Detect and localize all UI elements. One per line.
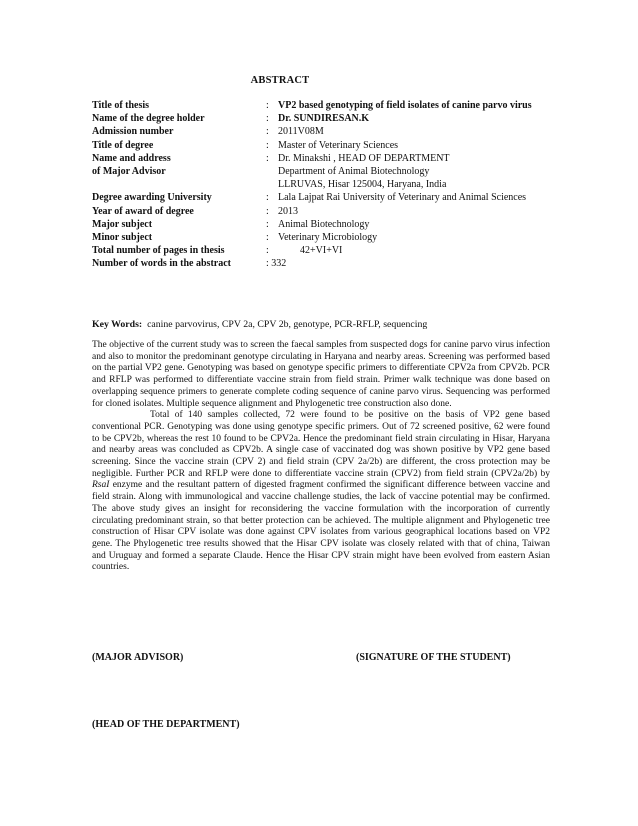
colon: : <box>266 192 269 204</box>
label-admission-number: Admission number <box>92 126 174 138</box>
label-title-of-degree: Title of degree <box>92 139 154 151</box>
value-minor-subject: Veterinary Microbiology <box>278 232 378 244</box>
colon: : <box>266 126 269 138</box>
row-degree-holder <box>92 112 552 125</box>
student-signature: (SIGNATURE OF THE STUDENT) <box>356 652 511 663</box>
abstract-paragraph-1: The objective of the current study was to screen the faecal samples from suspected dogs for canine parvo virus infection and also to monitor the predominant genotype circulating in Haryana and nearby areas. Screening was performed based on the partial VP2 gene. Genotyping was based on genotype specific primers to differentiate CPV2a from CPV2b. PCR and RFLP was performed to differentiate vaccine strain from field strain. Primer walk technique was done based on overlapping sequence primers to generate complete coding sequence of canine parvo virus. Sequencing was performed for cloned isolates. Multiple sequence alignment and Phylogenetic tree construction also done. <box>92 340 550 409</box>
value-admission-number: 2011V08M <box>278 126 324 138</box>
row-year-of-award <box>92 205 552 218</box>
enzyme-name: RsaI <box>92 480 110 491</box>
value-number-of-words: : 332 <box>266 258 287 270</box>
row-university <box>92 191 552 204</box>
label-degree-holder: Name of the degree holder <box>92 113 205 125</box>
colon: : <box>266 232 269 244</box>
label-thesis-title: Title of thesis <box>92 100 150 111</box>
value-degree-holder: Dr. SUNDIRESAN.K <box>278 113 370 125</box>
row-minor-subject <box>92 231 552 244</box>
keywords-label: Key Words: <box>92 319 143 330</box>
row-advisor-2 <box>92 165 552 178</box>
colon: : <box>266 100 269 111</box>
label-number-of-words: Number of words in the abstract <box>92 258 231 270</box>
row-thesis-title <box>92 99 552 112</box>
abstract-heading: ABSTRACT <box>250 75 310 86</box>
value-major-subject: Animal Biotechnology <box>278 218 370 230</box>
row-title-of-degree <box>92 139 552 152</box>
value-university: Lala Lajpat Rai University of Veterinary and Animal Sciences <box>278 192 527 204</box>
abstract-body <box>92 340 550 574</box>
colon: : <box>266 205 269 217</box>
abstract-paragraph-2-part-1: Total of 140 samples collected, 72 were found to be positive on the basis of VP2 gene based conventional PCR. Genotyping was done using genotype specific primers. Out of 72 screened positive, 62 were found to be CPV2b, whereas the rest 10 found to be CPV2a. Hence the predominant field strain circulating in Hisar, Haryana and nearby areas was concluded as CPV2b. A single case of vaccinated dog was shown positive by VP2 gene based screening. Since the vaccine strain (CPV 2) and field strain (CPV 2a/2b) are different, the cross protection may be negligible. Further PCR and RFLP were done to differentiate vaccine strain (CPV2) from field strain (CPV2a/2b) by <box>92 410 550 479</box>
label-major-subject: Major subject <box>92 218 153 230</box>
row-advisor-3 <box>92 178 552 191</box>
row-total-pages <box>92 244 552 257</box>
colon: : <box>266 139 269 151</box>
label-advisor-name-address: Name and address <box>92 152 171 164</box>
colon: : <box>266 152 269 164</box>
hod-signature: (HEAD OF THE DEPARTMENT) <box>92 719 240 730</box>
major-advisor-signature: (MAJOR ADVISOR) <box>92 652 184 663</box>
value-thesis-title: VP2 based genotyping of field isolates of canine parvo virus <box>278 100 532 111</box>
value-year-of-award: 2013 <box>278 205 298 217</box>
label-major-advisor: of Major Advisor <box>92 166 166 178</box>
label-university: Degree awarding University <box>92 192 212 204</box>
label-total-pages: Total number of pages in thesis <box>92 245 225 257</box>
row-number-of-words <box>92 257 552 270</box>
keywords-line <box>92 319 552 330</box>
value-total-pages: 42+VI+VI <box>300 245 343 257</box>
value-advisor-name: Dr. Minakshi , HEAD OF DEPARTMENT <box>278 152 450 164</box>
colon: : <box>266 245 269 257</box>
abstract-paragraph-2 <box>92 410 550 574</box>
colon: : <box>266 113 269 125</box>
row-advisor-1 <box>92 152 552 165</box>
row-admission-number <box>92 125 552 138</box>
colon: : <box>266 218 269 230</box>
keywords-value: canine parvovirus, CPV 2a, CPV 2b, genotype, PCR-RFLP, sequencing <box>147 319 428 330</box>
value-advisor-address: LLRUVAS, Hisar 125004, Haryana, India <box>278 179 447 191</box>
label-minor-subject: Minor subject <box>92 232 153 244</box>
thesis-info-table <box>92 99 552 271</box>
abstract-paragraph-2-part-2: enzyme and the resultant pattern of digested fragment confirmed the significant difference between vaccine and field strain. Along with immunological and vaccine challenge studies, the lack of vaccine potential may be confirmed. The above study gives an insight for reconsidering the vaccine formulation with the incorporation of currently circulating predominant strain, so that better protection can be achieved. The multiple alignment and Phylogenetic tree construction of Hisar CPV isolate was done against CPV isolates from various geographical locations based on VP2 gene. The Phylogenetic tree results showed that the Hisar CPV isolate was closely related with that of china, Taiwan and Uruguay and formed a separate Claude. Hence the Hisar CPV strain might have been evolved from eastern Asian countries. <box>92 480 550 573</box>
value-title-of-degree: Master of Veterinary Sciences <box>278 139 399 151</box>
label-year-of-award: Year of award of degree <box>92 205 194 217</box>
row-major-subject <box>92 218 552 231</box>
value-advisor-department: Department of Animal Biotechnology <box>278 166 430 178</box>
